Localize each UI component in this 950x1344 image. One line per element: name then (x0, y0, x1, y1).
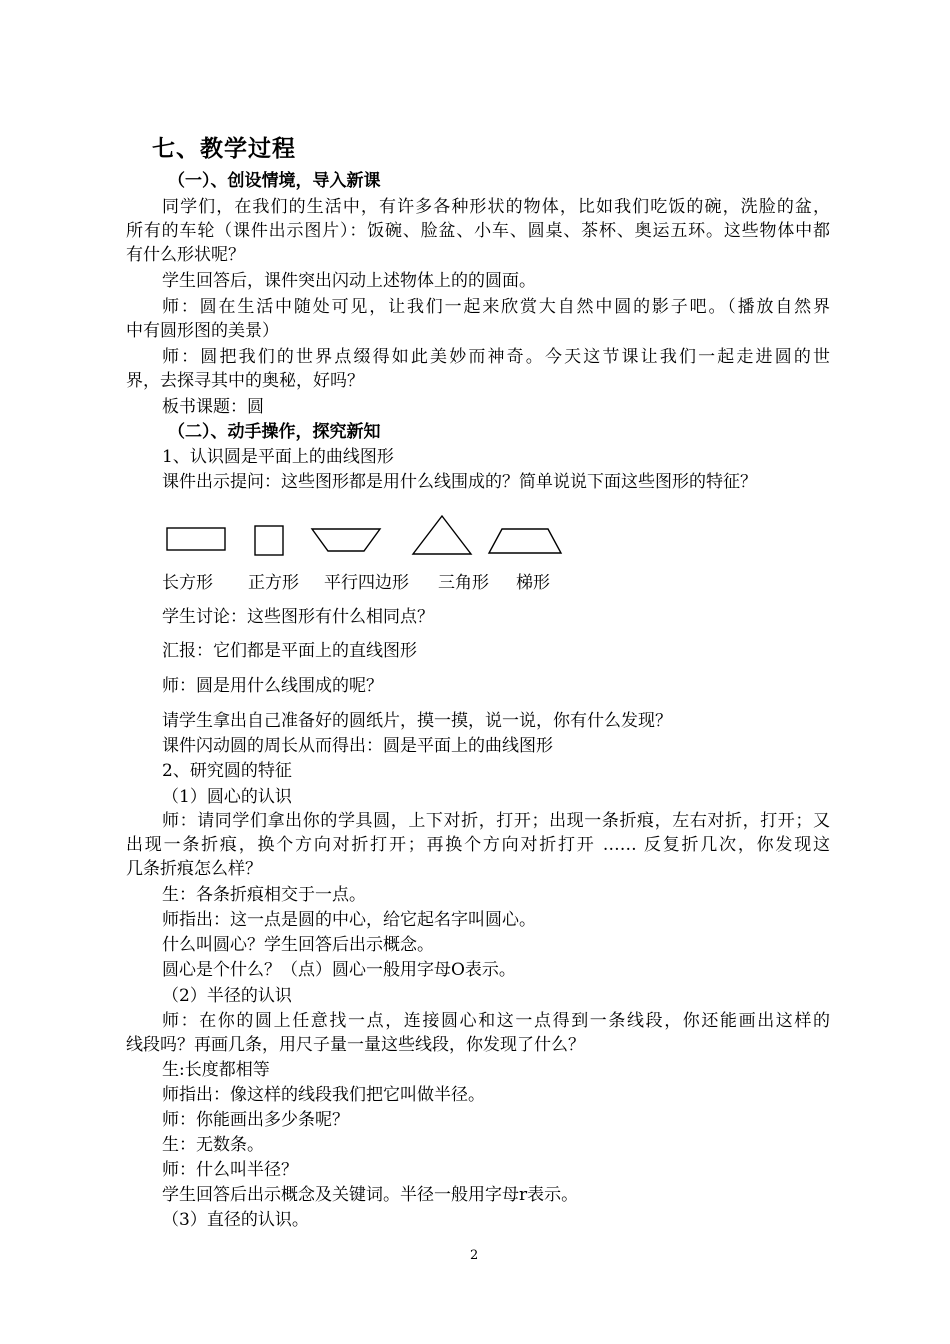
paragraph-line: 课件出示提问：这些图形都是用什么线围成的？简单说说下面这些图形的特征？ (162, 472, 757, 492)
paragraph-line: 学生回答后，课件突出闪动上述物体上的的圆面。 (162, 271, 536, 291)
rectangle-shape (167, 528, 225, 550)
paragraph-line: 师：圆是用什么线围成的呢？ (162, 676, 383, 696)
paragraph-line: 师：圆在生活中随处可见，让我们一起来欣赏大自然中圆的影子吧。（播放自然界 (162, 297, 830, 317)
paragraph-line: 中有圆形图的美景） (126, 321, 279, 341)
paragraph-line: 师：什么叫半径？ (162, 1160, 298, 1180)
paragraph-line: 几条折痕怎么样？ (126, 859, 262, 879)
paragraph-line: 板书课题：圆 (162, 397, 264, 417)
paragraph-line: （1）圆心的认识 (162, 787, 292, 807)
shape-label-square: 正方形 (248, 573, 299, 593)
paragraph-line: 生：无数条。 (162, 1135, 264, 1155)
paragraph-line: 所有的车轮（课件出示图片）：饭碗、脸盆、小车、圆桌、茶杯、奥运五环。这些物体中都 (126, 221, 830, 241)
shape-label-parallelogram: 平行四边形 (324, 573, 409, 593)
subsection-title-2: （二）、动手操作，探究新知 (168, 422, 381, 442)
paragraph-line: 2、研究圆的特征 (162, 761, 292, 781)
paragraph-line: 1、认识圆是平面上的曲线图形 (162, 447, 394, 467)
paragraph-line: 课件闪动圆的周长从而得出：圆是平面上的曲线图形 (162, 736, 553, 756)
paragraph-line: 生:长度都相等 (162, 1060, 270, 1080)
shapes-figure (160, 512, 580, 562)
parallelogram-shape (312, 529, 380, 551)
paragraph-line: 师指出：像这样的线段我们把它叫做半径。 (162, 1085, 485, 1105)
subsection-title-1: （一）、创设情境，导入新课 (168, 171, 381, 191)
paragraph-line: 师指出：这一点是圆的中心，给它起名字叫圆心。 (162, 910, 536, 930)
paragraph-line: 师：圆把我们的世界点缀得如此美妙而神奇。今天这节课让我们一起走进圆的世 (162, 347, 830, 367)
paragraph-line: （2）半径的认识 (162, 986, 292, 1006)
paragraph-line: 有什么形状呢？ (126, 245, 245, 265)
paragraph-line: 师：你能画出多少条呢？ (162, 1110, 349, 1130)
section-heading: 七、教学过程 (152, 135, 296, 162)
page-number: 2 (470, 1248, 479, 1263)
paragraph-line: 汇报：它们都是平面上的直线图形 (162, 641, 417, 661)
paragraph-line: 师：请同学们拿出你的学具圆，上下对折，打开；出现一条折痕，左右对折，打开；又 (162, 811, 830, 831)
paragraph-line: 同学们，在我们的生活中，有许多各种形状的物体，比如我们吃饭的碗，洗脸的盆， (162, 197, 830, 217)
paragraph-line: 线段吗？再画几条，用尺子量一量这些线段，你发现了什么？ (126, 1035, 585, 1055)
square-shape (255, 526, 283, 555)
paragraph-line: 生：各条折痕相交于一点。 (162, 885, 366, 905)
triangle-shape (413, 516, 471, 554)
shape-label-rectangle: 长方形 (162, 573, 213, 593)
shape-label-trapezoid: 梯形 (516, 573, 550, 593)
trapezoid-shape (489, 529, 561, 553)
paragraph-line: 请学生拿出自己准备好的圆纸片，摸一摸，说一说，你有什么发现？ (162, 711, 672, 731)
paragraph-line: 学生讨论：这些图形有什么相同点？ (162, 607, 434, 627)
paragraph-line: 界，去探寻其中的奥秘，好吗？ (126, 371, 364, 391)
paragraph-line: （3）直径的认识。 (162, 1210, 309, 1230)
paragraph-line: 师：在你的圆上任意找一点，连接圆心和这一点得到一条线段，你还能画出这样的 (162, 1011, 830, 1031)
shape-label-triangle: 三角形 (438, 573, 489, 593)
paragraph-line: 出现一条折痕，换个方向对折打开；再换个方向对折打开 …… 反复折几次，你发现这 (126, 835, 830, 855)
paragraph-line: 圆心是个什么？（点）圆心一般用字母O表示。 (162, 960, 516, 980)
paragraph-line: 什么叫圆心？学生回答后出示概念。 (162, 935, 434, 955)
paragraph-line: 学生回答后出示概念及关键词。半径一般用字母r表示。 (162, 1185, 579, 1205)
